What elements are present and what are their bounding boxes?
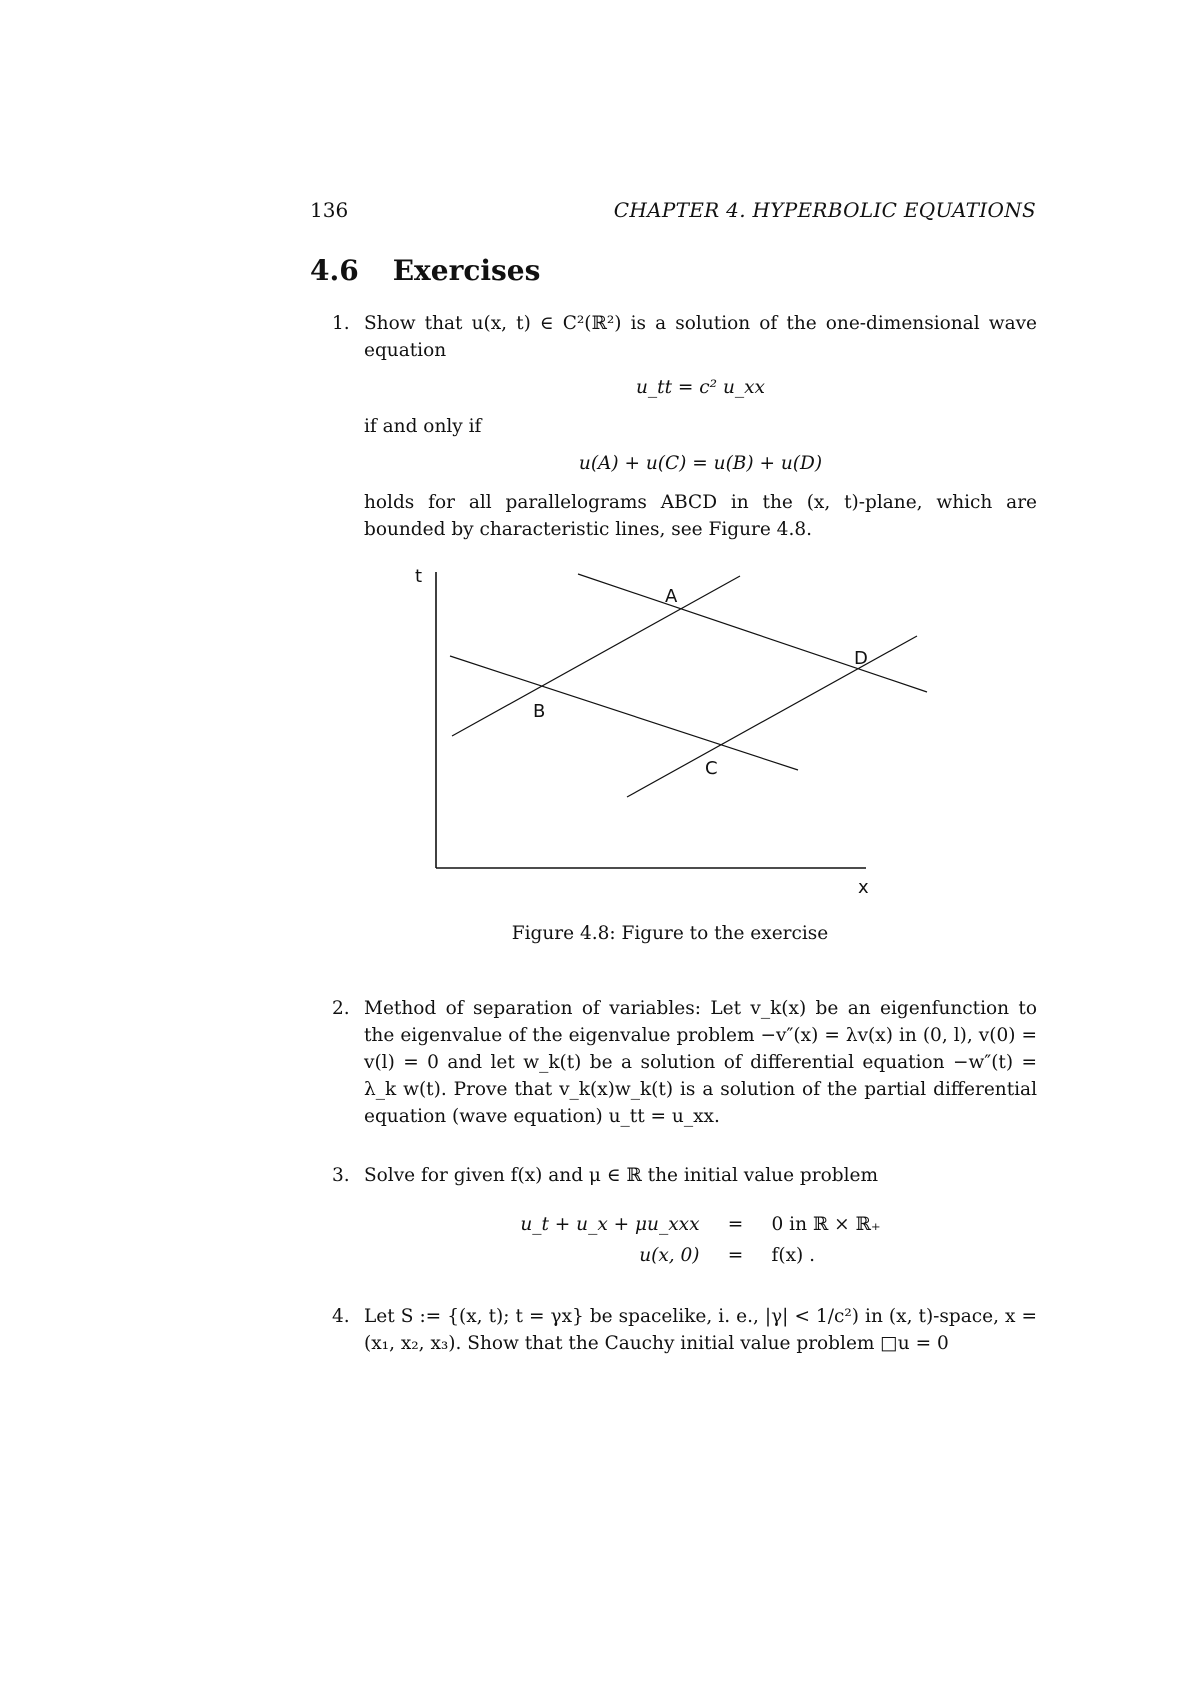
equation-rhs: f(x) .: [771, 1245, 816, 1266]
equation-lhs: u_t + u_x + μu_xxx: [520, 1214, 700, 1235]
section-number: 4.6: [310, 254, 359, 287]
figure-caption-text: Figure 4.8: Figure to the exercise: [511, 923, 829, 944]
exercise-2: [332, 995, 1037, 1130]
t-axis-label: t: [415, 566, 423, 587]
exercise-text: Solve for given f(x) and μ ∈ ℝ the initial value problem: [364, 1165, 878, 1186]
vertex-label-D: D: [854, 648, 868, 669]
page-number: 136: [310, 198, 349, 222]
characteristic-line-AD: [578, 574, 927, 692]
exercise-number: 3.: [332, 1165, 350, 1186]
equation-lhs: u(x, 0): [639, 1245, 700, 1266]
exercise-3: [332, 1162, 1037, 1271]
characteristic-line-BA: [452, 576, 740, 736]
exercise-text: holds for all parallelograms ABCD in the (x, t)-plane, which are bounded by characteristic lines, see Figure 4.8.: [364, 492, 1037, 540]
x-axis-label: x: [858, 877, 869, 898]
characteristic-line-CD: [627, 636, 917, 797]
equation-operator: =: [727, 1214, 744, 1235]
equation-row: [512, 1209, 888, 1240]
equation-row: [512, 1240, 888, 1271]
characteristic-line-BC: [450, 656, 798, 770]
equation-system: [512, 1209, 888, 1271]
display-equation: u(A) + u(C) = u(B) + u(D): [578, 453, 823, 474]
exercise-number: 1.: [332, 313, 350, 334]
vertex-label-B: B: [533, 701, 546, 722]
exercise-4: [332, 1303, 1037, 1357]
exercise-text: Let S := {(x, t); t = γx} be spacelike, i. e., |γ| < 1/c²) in (x, t)-space, x = (x₁, x₂, x₃). Show that the Cauchy initial value problem □u = 0: [364, 1306, 1037, 1354]
figure-characteristic-parallelogram: [400, 560, 940, 900]
running-head: CHAPTER 4. HYPERBOLIC EQUATIONS: [613, 198, 1036, 222]
exercise-1: [332, 310, 1037, 543]
exercise-number: 2.: [332, 998, 350, 1019]
exercise-text: Show that u(x, t) ∈ C²(ℝ²) is a solution of the one-dimensional wave equation: [364, 313, 1037, 361]
figure-caption: [0, 923, 1200, 944]
display-equation: u_tt = c² u_xx: [636, 377, 765, 398]
section-title: Exercises: [392, 254, 541, 287]
equation-operator: =: [727, 1245, 744, 1266]
section-heading: [310, 254, 540, 287]
exercise-text: if and only if: [364, 416, 482, 437]
exercise-number: 4.: [332, 1306, 350, 1327]
vertex-label-A: A: [665, 586, 678, 607]
exercise-text: Method of separation of variables: Let v_k(x) be an eigenfunction to the eigenvalue of the eigenvalue problem −v″(x) = λv(x) in (0, l), v(0) = v(l) = 0 and let w_k(t) be a solution of differential equation −w″(t) = λ_k w(t). Prove that v_k(x)w_k(t) is a solution of the partial differential equation (wave equation) u_tt = u_xx.: [364, 998, 1037, 1127]
equation-rhs: 0 in ℝ × ℝ₊: [771, 1214, 881, 1235]
vertex-label-C: C: [705, 758, 718, 779]
